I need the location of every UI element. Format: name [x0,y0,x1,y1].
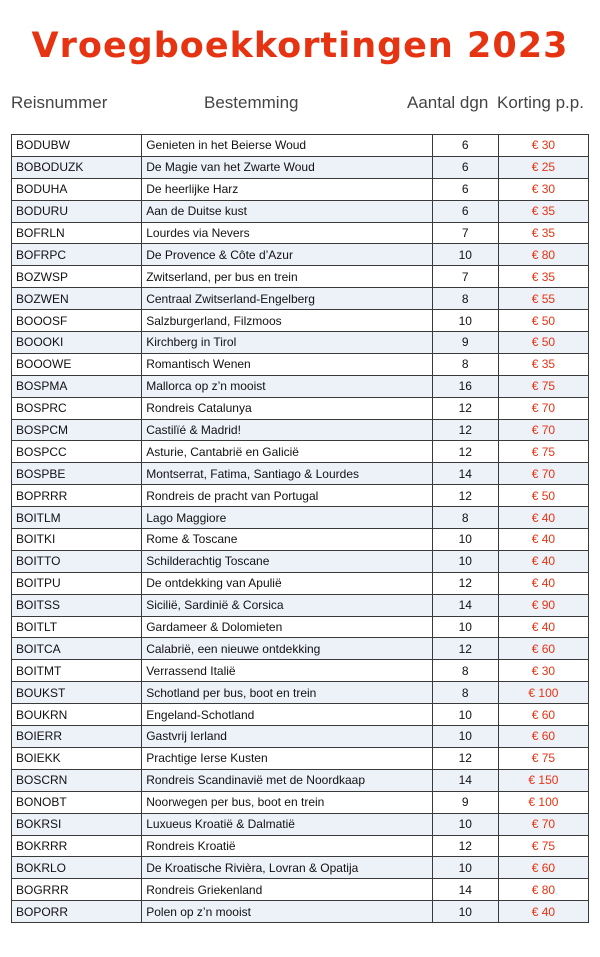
table-row [12,353,589,375]
bestemming-cell: Rome & Toscane [142,529,433,551]
reisnummer-cell: BOITCA [12,638,142,660]
aantal-dagen-cell: 10 [432,550,498,572]
aantal-dagen-cell: 12 [432,572,498,594]
korting-cell: € 80 [498,244,588,266]
reisnummer-cell: BODURU [12,200,142,222]
korting-cell: € 40 [498,572,588,594]
aantal-dagen-cell: 12 [432,638,498,660]
bestemming-cell: Montserrat, Fatima, Santiago & Lourdes [142,463,433,485]
discount-table [11,134,589,923]
discount-table-body [12,135,589,923]
table-row [12,857,589,879]
bestemming-cell: Gardameer & Dolomieten [142,616,433,638]
aantal-dagen-cell: 6 [432,200,498,222]
aantal-dagen-cell: 6 [432,135,498,157]
reisnummer-cell: BOITTO [12,550,142,572]
bestemming-cell: Rondreis Scandinavië met de Noordkaap [142,769,433,791]
bestemming-cell: Mallorca op z’n mooist [142,375,433,397]
reisnummer-cell: BOKRRR [12,835,142,857]
aantal-dagen-cell: 8 [432,507,498,529]
bestemming-cell: Kirchberg in Tirol [142,332,433,354]
bestemming-cell: Engeland-Schotland [142,704,433,726]
korting-cell: € 40 [498,616,588,638]
bestemming-cell: De Provence & Côte d’Azur [142,244,433,266]
bestemming-cell: Prachtige Ierse Kusten [142,747,433,769]
aantal-dagen-cell: 9 [432,332,498,354]
bestemming-cell: Luxueus Kroatië & Dalmatië [142,813,433,835]
table-row [12,704,589,726]
table-row [12,156,589,178]
korting-cell: € 35 [498,353,588,375]
table-row [12,375,589,397]
table-row [12,222,589,244]
reisnummer-cell: BOOOSF [12,310,142,332]
korting-cell: € 100 [498,791,588,813]
aantal-dagen-cell: 12 [432,419,498,441]
aantal-dagen-cell: 6 [432,156,498,178]
table-row [12,791,589,813]
bestemming-cell: Centraal Zwitserland-Engelberg [142,288,433,310]
korting-cell: € 150 [498,769,588,791]
reisnummer-cell: BOUKST [12,682,142,704]
aantal-dagen-cell: 10 [432,726,498,748]
korting-cell: € 25 [498,156,588,178]
korting-cell: € 70 [498,463,588,485]
bestemming-cell: Lourdes via Nevers [142,222,433,244]
bestemming-cell: Calabrië, een nieuwe ontdekking [142,638,433,660]
korting-cell: € 55 [498,288,588,310]
aantal-dagen-cell: 12 [432,835,498,857]
table-row [12,769,589,791]
reisnummer-cell: BODUBW [12,135,142,157]
bestemming-cell: Asturie, Cantabrië en Galicië [142,441,433,463]
column-header-korting: Korting p.p. [497,93,584,112]
page-title: Vroegboekkortingen 2023 [31,26,569,66]
aantal-dagen-cell: 14 [432,594,498,616]
bestemming-cell: Rondreis Catalunya [142,397,433,419]
table-row [12,200,589,222]
reisnummer-cell: BOOOKI [12,332,142,354]
reisnummer-cell: BOSPCC [12,441,142,463]
table-row [12,332,589,354]
table-row [12,397,589,419]
table-row [12,726,589,748]
bestemming-cell: Gastvrij Ierland [142,726,433,748]
bestemming-cell: Schotland per bus, boot en trein [142,682,433,704]
korting-cell: € 70 [498,397,588,419]
table-row [12,835,589,857]
reisnummer-cell: BONOBT [12,791,142,813]
aantal-dagen-cell: 12 [432,397,498,419]
table-row [12,879,589,901]
bestemming-cell: Genieten in het Beierse Woud [142,135,433,157]
aantal-dagen-cell: 7 [432,222,498,244]
table-row [12,747,589,769]
korting-cell: € 75 [498,747,588,769]
table-row [12,288,589,310]
reisnummer-cell: BOFRPC [12,244,142,266]
aantal-dagen-cell: 10 [432,704,498,726]
korting-cell: € 60 [498,857,588,879]
korting-cell: € 60 [498,704,588,726]
reisnummer-cell: BOITSS [12,594,142,616]
reisnummer-cell: BOSPMA [12,375,142,397]
korting-cell: € 35 [498,200,588,222]
bestemming-cell: Lago Maggiore [142,507,433,529]
table-row [12,616,589,638]
aantal-dagen-cell: 14 [432,769,498,791]
korting-cell: € 40 [498,550,588,572]
bestemming-cell: Castilïé & Madrid! [142,419,433,441]
aantal-dagen-cell: 10 [432,244,498,266]
reisnummer-cell: BODUHA [12,178,142,200]
table-row [12,419,589,441]
reisnummer-cell: BOOOWE [12,353,142,375]
aantal-dagen-cell: 9 [432,791,498,813]
aantal-dagen-cell: 10 [432,616,498,638]
korting-cell: € 40 [498,901,588,923]
table-row [12,813,589,835]
korting-cell: € 35 [498,266,588,288]
column-header-bestemming: Bestemming [204,93,299,112]
korting-cell: € 50 [498,332,588,354]
aantal-dagen-cell: 12 [432,747,498,769]
table-row [12,638,589,660]
bestemming-cell: De Kroatische Rivièra, Lovran & Opatija [142,857,433,879]
bestemming-cell: Salzburgerland, Filzmoos [142,310,433,332]
korting-cell: € 50 [498,310,588,332]
reisnummer-cell: BOITLT [12,616,142,638]
reisnummer-cell: BOIERR [12,726,142,748]
bestemming-cell: De Magie van het Zwarte Woud [142,156,433,178]
korting-cell: € 60 [498,726,588,748]
korting-cell: € 90 [498,594,588,616]
reisnummer-cell: BOITPU [12,572,142,594]
korting-cell: € 40 [498,507,588,529]
aantal-dagen-cell: 8 [432,353,498,375]
table-row [12,660,589,682]
reisnummer-cell: BOZWEN [12,288,142,310]
reisnummer-cell: BOIEKK [12,747,142,769]
table-row [12,572,589,594]
bestemming-cell: Romantisch Wenen [142,353,433,375]
column-header-aantal-dagen: Aantal dgn [407,93,489,112]
reisnummer-cell: BOSCRN [12,769,142,791]
korting-cell: € 40 [498,529,588,551]
korting-cell: € 35 [498,222,588,244]
table-row [12,485,589,507]
reisnummer-cell: BOITMT [12,660,142,682]
aantal-dagen-cell: 6 [432,178,498,200]
aantal-dagen-cell: 14 [432,463,498,485]
bestemming-cell: Schilderachtig Toscane [142,550,433,572]
table-row [12,529,589,551]
bestemming-cell: Rondreis Griekenland [142,879,433,901]
table-row [12,135,589,157]
reisnummer-cell: BOGRRR [12,879,142,901]
aantal-dagen-cell: 10 [432,529,498,551]
table-row [12,441,589,463]
aantal-dagen-cell: 12 [432,485,498,507]
korting-cell: € 50 [498,485,588,507]
bestemming-cell: Verrassend Italië [142,660,433,682]
bestemming-cell: Noorwegen per bus, boot en trein [142,791,433,813]
korting-cell: € 30 [498,178,588,200]
aantal-dagen-cell: 12 [432,441,498,463]
bestemming-cell: Rondreis Kroatië [142,835,433,857]
aantal-dagen-cell: 14 [432,879,498,901]
korting-cell: € 30 [498,135,588,157]
table-row [12,901,589,923]
reisnummer-cell: BOBODUZK [12,156,142,178]
aantal-dagen-cell: 10 [432,310,498,332]
table-row [12,310,589,332]
korting-cell: € 80 [498,879,588,901]
korting-cell: € 70 [498,813,588,835]
aantal-dagen-cell: 10 [432,857,498,879]
reisnummer-cell: BOSPRC [12,397,142,419]
korting-cell: € 100 [498,682,588,704]
korting-cell: € 70 [498,419,588,441]
bestemming-cell: Sicilië, Sardinië & Corsica [142,594,433,616]
aantal-dagen-cell: 10 [432,901,498,923]
korting-cell: € 60 [498,638,588,660]
bestemming-cell: De ontdekking van Apulië [142,572,433,594]
table-row [12,463,589,485]
bestemming-cell: De heerlijke Harz [142,178,433,200]
table-row [12,507,589,529]
aantal-dagen-cell: 8 [432,660,498,682]
korting-cell: € 30 [498,660,588,682]
bestemming-cell: Zwitserland, per bus en trein [142,266,433,288]
bestemming-cell: Polen op z’n mooist [142,901,433,923]
reisnummer-cell: BOPORR [12,901,142,923]
column-header-reisnummer: Reisnummer [11,93,108,112]
table-row [12,266,589,288]
bestemming-cell: Rondreis de pracht van Portugal [142,485,433,507]
aantal-dagen-cell: 16 [432,375,498,397]
aantal-dagen-cell: 8 [432,682,498,704]
reisnummer-cell: BOPRRR [12,485,142,507]
korting-cell: € 75 [498,835,588,857]
table-row [12,178,589,200]
bestemming-cell: Aan de Duitse kust [142,200,433,222]
reisnummer-cell: BOFRLN [12,222,142,244]
table-row [12,594,589,616]
aantal-dagen-cell: 7 [432,266,498,288]
aantal-dagen-cell: 10 [432,813,498,835]
korting-cell: € 75 [498,441,588,463]
table-row [12,244,589,266]
reisnummer-cell: BOUKRN [12,704,142,726]
reisnummer-cell: BOZWSP [12,266,142,288]
reisnummer-cell: BOSPBE [12,463,142,485]
reisnummer-cell: BOITLM [12,507,142,529]
reisnummer-cell: BOSPCM [12,419,142,441]
table-row [12,550,589,572]
korting-cell: € 75 [498,375,588,397]
reisnummer-cell: BOITKI [12,529,142,551]
reisnummer-cell: BOKRLO [12,857,142,879]
aantal-dagen-cell: 8 [432,288,498,310]
reisnummer-cell: BOKRSI [12,813,142,835]
table-row [12,682,589,704]
